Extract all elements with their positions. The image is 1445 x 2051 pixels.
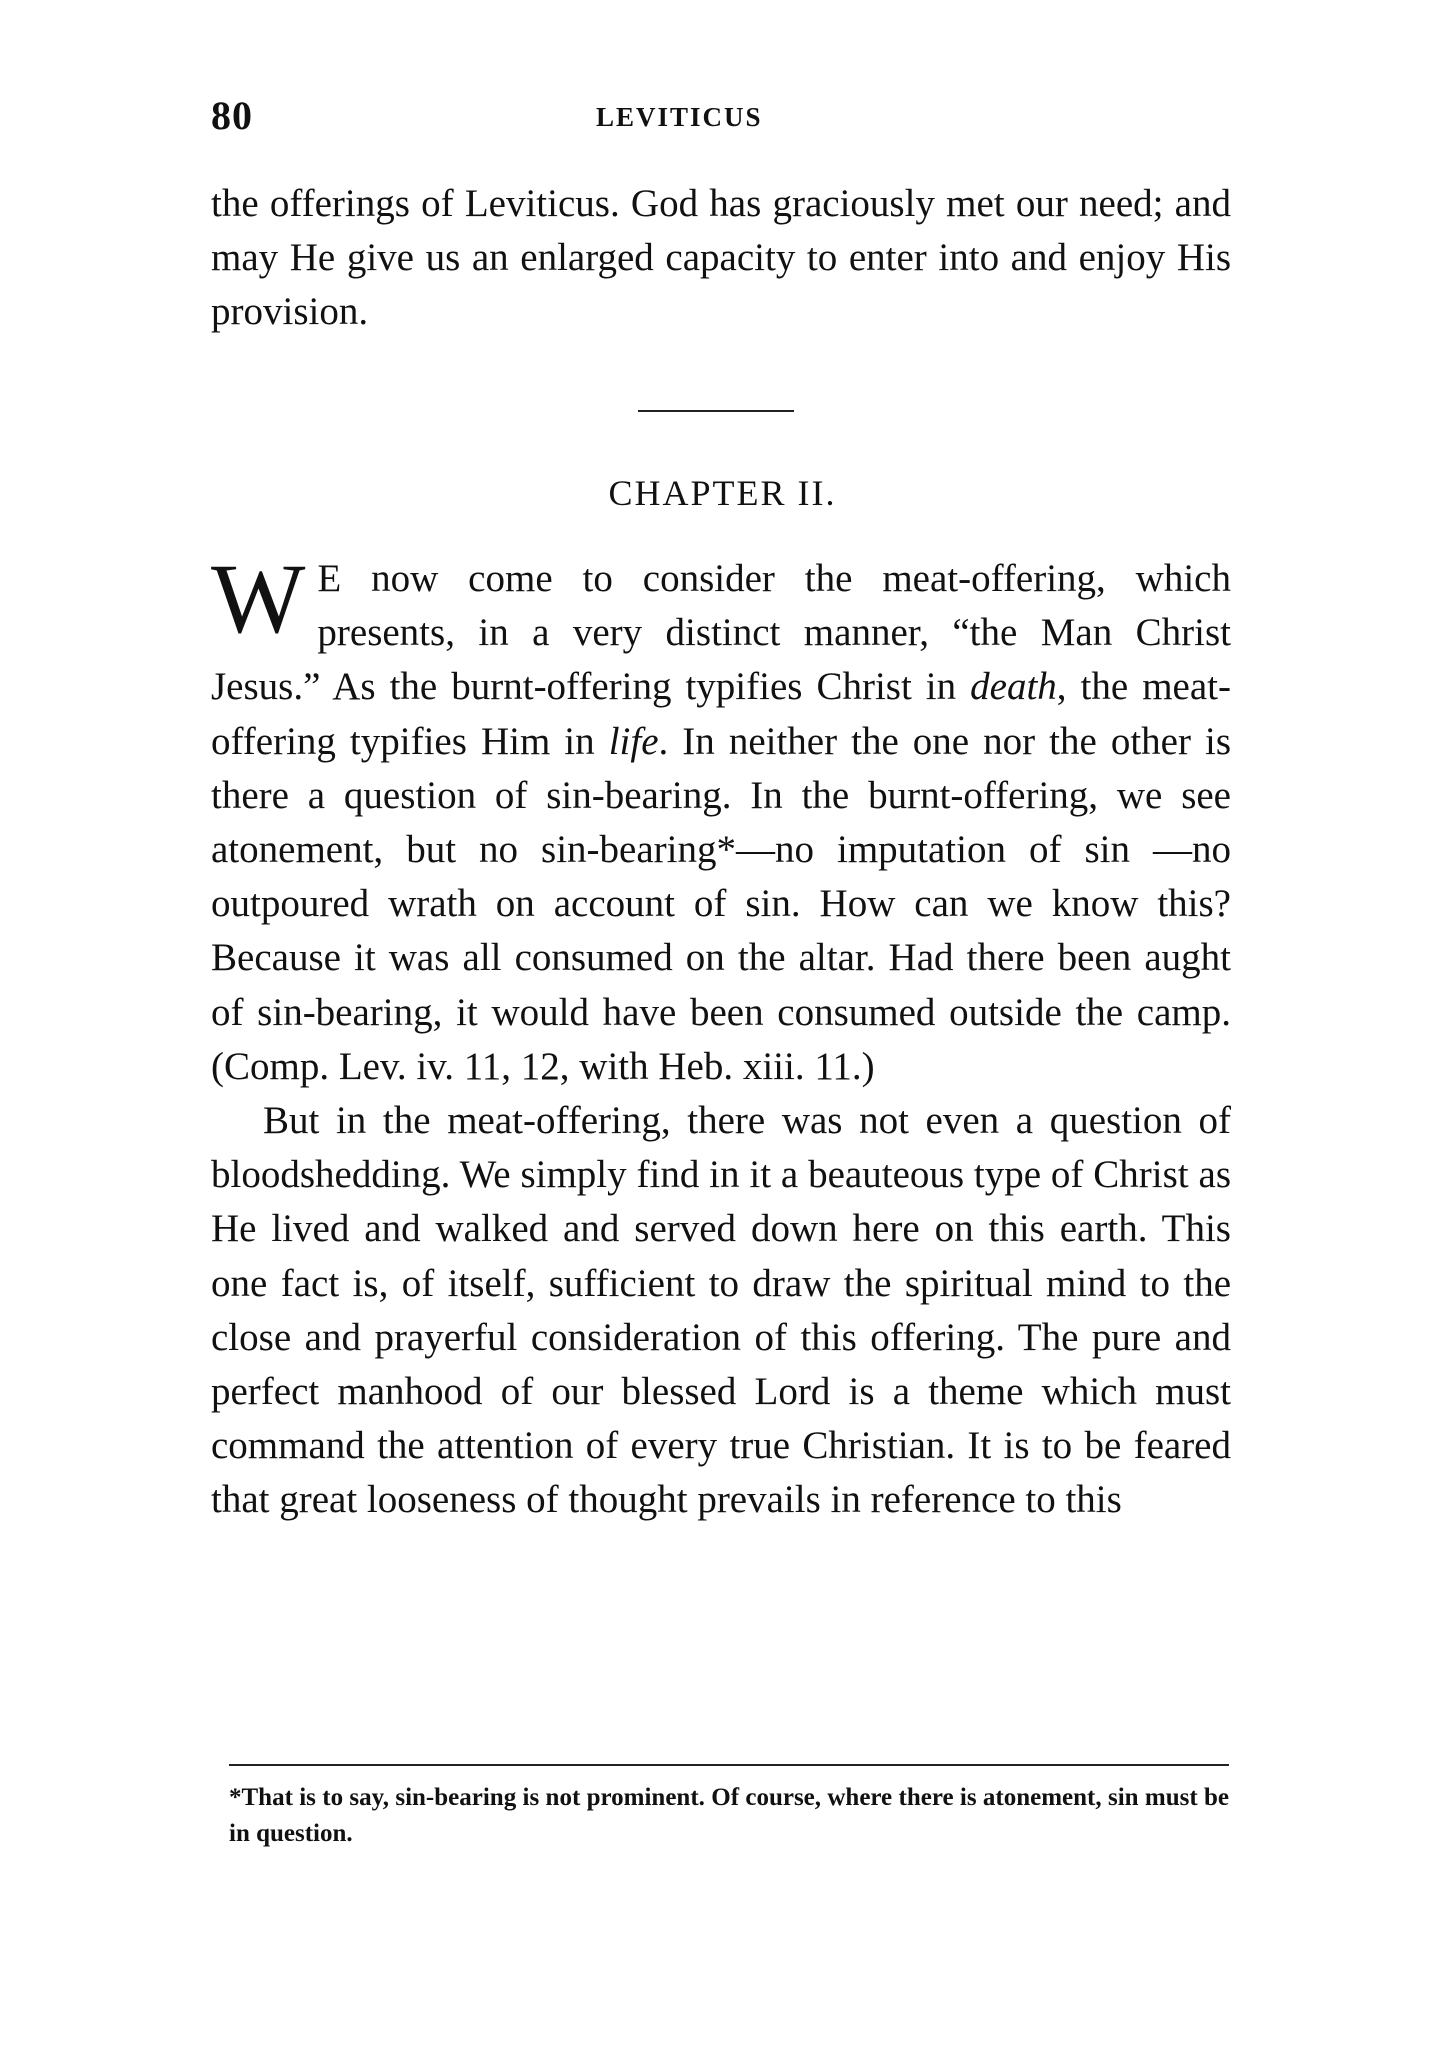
paragraph-1 xyxy=(211,543,1232,1094)
paragraph-1-part-e: . In neither the one nor the other is there a question of sin-bearing. In the burnt-offering, we see atonement, but no sin-bearing*—no imputation of sin —no outpoured wrath on account of sin. How can we know this? Because it was all consumed on the altar. Had there been aught of sin-bearing, it would have been consumed outside the camp. (Comp. Lev. iv. 11, 12, with Heb. xiii. 11.) xyxy=(211,719,1232,1088)
paragraph-1-part-c: , the meat-offering typifies Him in xyxy=(211,665,1231,763)
paragraph-1-part-a: E now come to consider the meat-offering, which presents, in a very distinct manner, “the Man Christ Jesus.” As the burnt-offering typifies Christ in xyxy=(211,557,1231,709)
section-divider xyxy=(638,410,794,412)
footnote-divider xyxy=(229,1764,1229,1766)
continued-paragraph-text: the offerings of Leviticus. God has graciously met our need; and may He give us an enlarged capacity to enter into and enjoy His provision. xyxy=(211,182,1231,334)
running-head: LEVITICUS xyxy=(596,102,763,132)
chapter-title: CHAPTER II. xyxy=(608,473,837,513)
footnote: *That is to say, sin-bearing is not prominent. Of course, where there is atonement, sin must be in question. xyxy=(229,1784,1229,1848)
page-header xyxy=(211,92,1231,138)
paragraph-1-emphasis-death: death xyxy=(970,665,1057,709)
paragraph-2: But in the meat-offering, there was not even a question of bloodshedding. We simply find in it a beauteous type of Christ as He lived and walked and served down here on this earth. This one fact is, of itself, sufficient to draw the spiritual mind to the close and prayerful consideration of this offering. The pure and perfect manhood of our blessed Lord is a theme which must command the attention of every true Christian. It is to be feared that great looseness of thought prevails in reference to this xyxy=(211,1099,1231,1522)
continued-paragraph xyxy=(211,177,1231,340)
chapter-body xyxy=(211,543,1232,1528)
page-number: 80 xyxy=(211,93,253,138)
paragraph-1-emphasis-life: life xyxy=(608,719,659,763)
drop-cap: W xyxy=(211,543,306,654)
